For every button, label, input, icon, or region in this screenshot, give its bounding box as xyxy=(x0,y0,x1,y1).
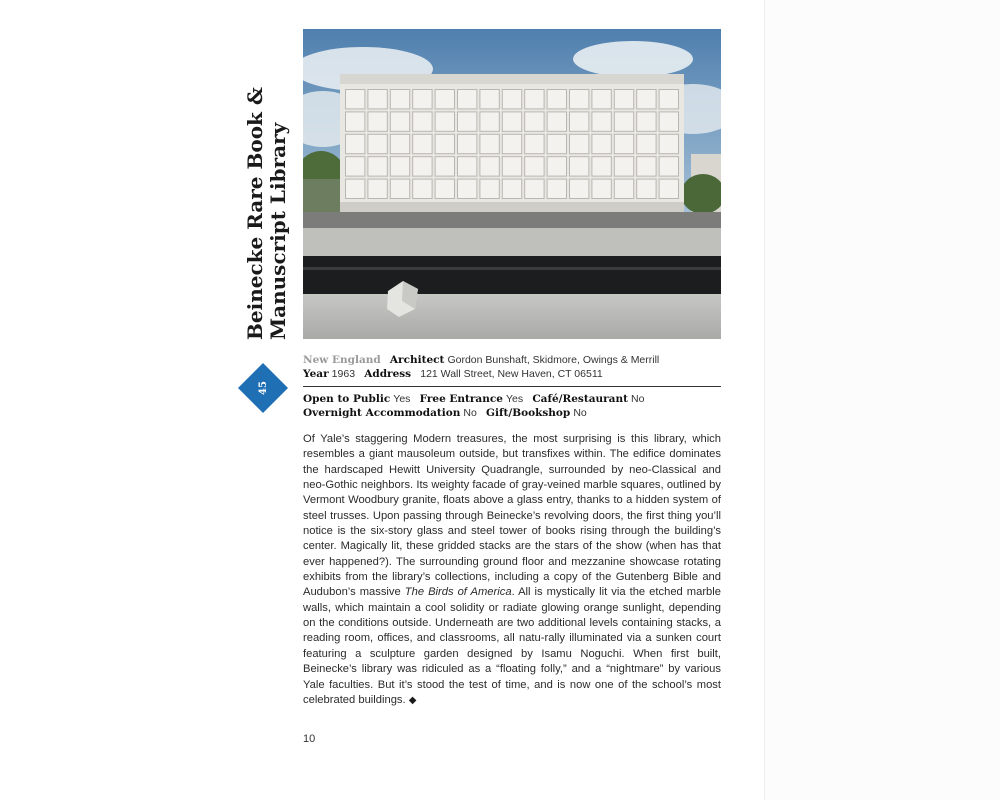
cafe-value: No xyxy=(631,393,645,405)
meta-line-1 xyxy=(303,353,721,367)
gift-value: No xyxy=(573,407,587,419)
end-diamond-icon: ◆ xyxy=(408,694,417,706)
year-value: 1963 xyxy=(331,368,356,380)
gift-label: Gift/Bookshop xyxy=(486,407,571,419)
body-paragraph xyxy=(303,432,721,708)
entry-number-badge xyxy=(238,363,288,413)
body-text-part-1: Of Yale’s staggering Modern treasures, the most surprising is this library, which resembles a giant mausoleum outside, but transfixes within. The edifice dominates the hardscaped Hewitt University Quadrangle, surrounded by neo-Classical and neo-Gothic neighbors. Its weighty facade of gray-veined marble squares, outlined by Vermont Woodbury granite, floats above a glass entry, thanks to a hidden system of steel trusses. Upon passing through Beinecke’s revolving doors, the first thing you’ll notice is the six-story glass and steel tower of books rising through the building’s center. Magically lit, these gridded stacks are the stars of the show (when has that ever happened?). The surrounding ground floor and mezzanine showcase rotating exhibits from the library’s collections, including a copy of the Gutenberg Bible and Audubon’s massive xyxy=(303,433,721,599)
architect-value: Gordon Bunshaft, Skidmore, Owings & Merrill xyxy=(447,354,660,366)
entry-number: 45 xyxy=(257,381,269,395)
visitor-facts xyxy=(303,392,721,420)
page-title xyxy=(243,87,290,340)
free-value: Yes xyxy=(506,393,524,405)
page-number: 10 xyxy=(303,733,316,745)
facts-line-1 xyxy=(303,392,721,406)
address-value: 121 Wall Street, New Haven, CT 06511 xyxy=(420,368,603,380)
meta-line-2 xyxy=(303,367,721,381)
free-label: Free Entrance xyxy=(419,393,503,405)
divider xyxy=(303,386,721,387)
cafe-label: Café/Restaurant xyxy=(532,393,628,405)
architect-label: Architect xyxy=(389,354,445,366)
building-meta xyxy=(303,353,721,381)
title-line-2: Manuscript Library xyxy=(266,122,290,340)
book-title: The Birds of America xyxy=(404,586,512,599)
title-line-1: Beinecke Rare Book & xyxy=(243,87,267,340)
facing-page xyxy=(765,0,1000,800)
body-text-part-2: . All is mystically lit via the etched marble walls, which maintain a cool solidity or radiate glowing orange sunlight, depending on the conditions outside. Underneath are two additional levels containing stacks, a reading room, offices, and classrooms, all natu-rally illuminated via a sunken court featuring a sculpture garden designed by Isamu Noguchi. When first built, Beinecke’s library was ridiculed as a “floating folly,” and a “nightmare” by various Yale faculties. But it’s stood the test of time, and is now one of the school’s most celebrated buildings. xyxy=(303,586,721,706)
building-photo xyxy=(303,29,721,339)
facts-line-2 xyxy=(303,406,721,420)
overnight-label: Overnight Accommodation xyxy=(303,407,461,419)
year-label: Year xyxy=(303,368,329,380)
address-label: Address xyxy=(364,368,412,380)
region-label: New England xyxy=(303,354,381,366)
open-label: Open to Public xyxy=(303,393,391,405)
open-value: Yes xyxy=(393,393,411,405)
overnight-value: No xyxy=(463,407,477,419)
